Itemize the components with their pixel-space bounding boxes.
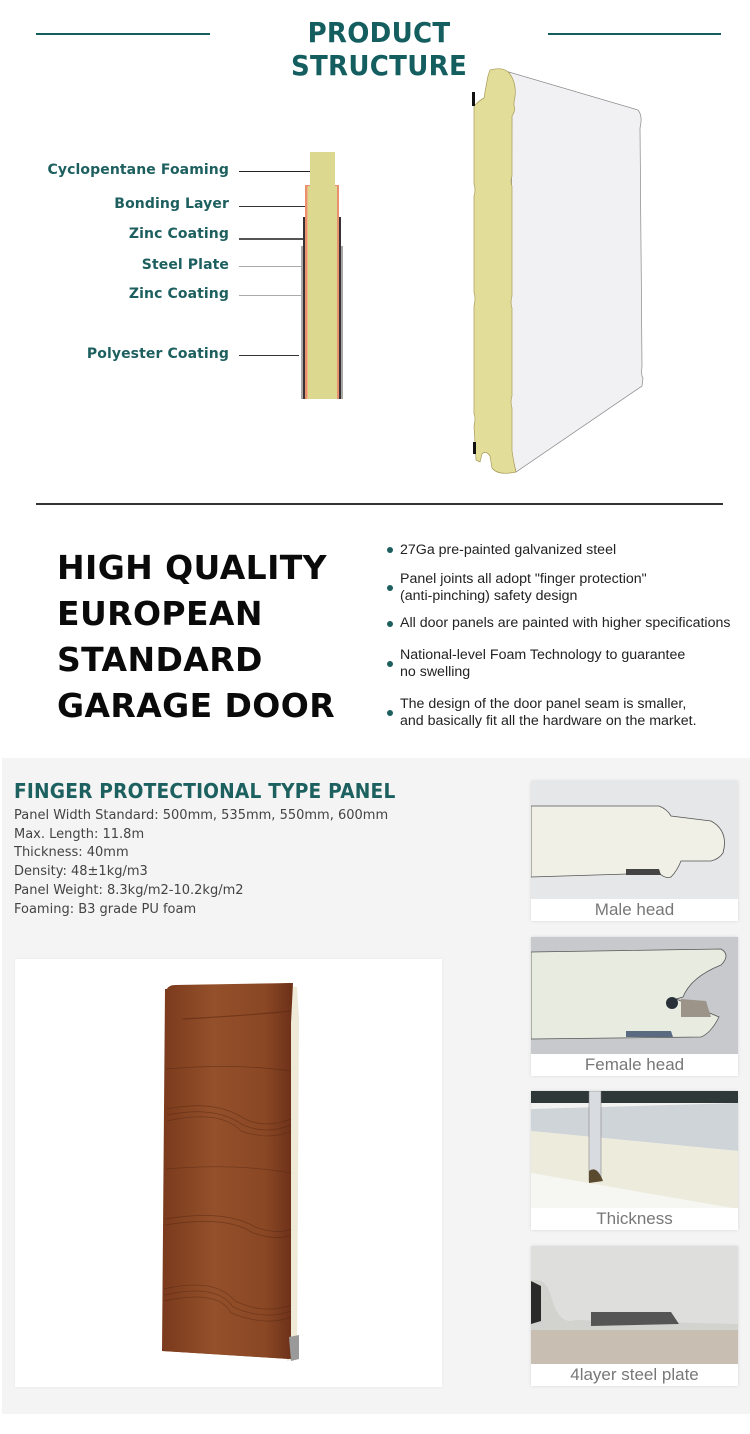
spec-item: Density: 48±1kg/m3 [14, 864, 148, 880]
leader-line [239, 206, 307, 207]
thumbnail-thickness[interactable] [531, 1091, 738, 1230]
headline-line: EUROPEAN [57, 594, 263, 633]
female-head-photo-icon [531, 937, 738, 1054]
leader-line [239, 266, 303, 267]
spec-item: Panel Width Standard: 500mm, 535mm, 550mm, 600mm [14, 808, 389, 823]
layer-label-bonding: Bonding Layer [114, 196, 229, 212]
foam-core-lower [308, 186, 337, 399]
seal-strip-top [472, 92, 475, 106]
headline-line: STANDARD [57, 640, 263, 679]
thumbnail-female-head[interactable] [531, 937, 738, 1076]
section-divider [36, 503, 723, 505]
spec-item: Panel Weight: 8.3kg/m2-10.2kg/m2 [14, 882, 244, 898]
layer-label-polyester: Polyester Coating [86, 346, 229, 362]
panel-3d-illustration [470, 66, 650, 478]
layer-label-steel: Steel Plate [141, 257, 229, 273]
leader-line [239, 238, 305, 240]
bullet-icon [387, 585, 393, 591]
section-header [0, 14, 750, 82]
finger-panel-title: FINGER PROTECTIONAL TYPE PANEL [14, 779, 396, 803]
thumbnail-caption: Thickness [531, 1208, 738, 1230]
feature-item: Panel joints all adopt "finger protection" (anti-pinching) safety design [387, 571, 647, 605]
male-head-photo-icon [531, 781, 738, 899]
headline-line: GARAGE DOOR [57, 686, 336, 725]
spec-item: Thickness: 40mm [14, 845, 129, 861]
bullet-icon [387, 661, 393, 667]
feature-item: National-level Foam Technology to guarantee no swelling [387, 647, 685, 681]
spec-item: Max. Length: 11.8m [14, 826, 145, 842]
feature-item: The design of the door panel seam is smaller, and basically fit all the hardware on the market. [387, 696, 697, 730]
feature-item: 27Ga pre-painted galvanized steel [387, 542, 616, 559]
leader-line [239, 355, 299, 356]
layer-label-foaming: Cyclopentane Foaming [47, 162, 229, 178]
bullet-icon [387, 621, 393, 627]
thumbnail-caption: 4layer steel plate [531, 1364, 738, 1386]
thumbnail-caption: Male head [531, 899, 738, 921]
headline-line: HIGH QUALITY [57, 548, 327, 587]
steel-plate-photo-icon [531, 1246, 738, 1364]
thumbnail-4layer-steel-plate[interactable] [531, 1246, 738, 1386]
thumbnail-caption: Female head [531, 1054, 738, 1076]
layer-cross-section-diagram [298, 152, 346, 399]
layer-label-zinc-inner: Zinc Coating [128, 226, 229, 242]
wood-grain-panel-icon [15, 959, 442, 1387]
wood-panel-image [15, 959, 442, 1387]
thumbnail-male-head[interactable] [531, 781, 738, 921]
thickness-photo-icon [531, 1091, 738, 1208]
layer-label-zinc-outer: Zinc Coating [128, 286, 229, 302]
bullet-icon [387, 547, 393, 553]
feature-item: All door panels are painted with higher specifications [387, 615, 750, 632]
header-rule-left [36, 33, 210, 35]
spec-list [14, 807, 388, 919]
bullet-icon [387, 710, 393, 716]
headline [57, 545, 357, 729]
leader-line [239, 295, 301, 296]
seal-strip-bottom [473, 442, 476, 454]
page-title: PRODUCT STRUCTURE [290, 16, 468, 82]
header-rule-right [548, 33, 721, 35]
spec-item: Foaming: B3 grade PU foam [14, 901, 197, 917]
